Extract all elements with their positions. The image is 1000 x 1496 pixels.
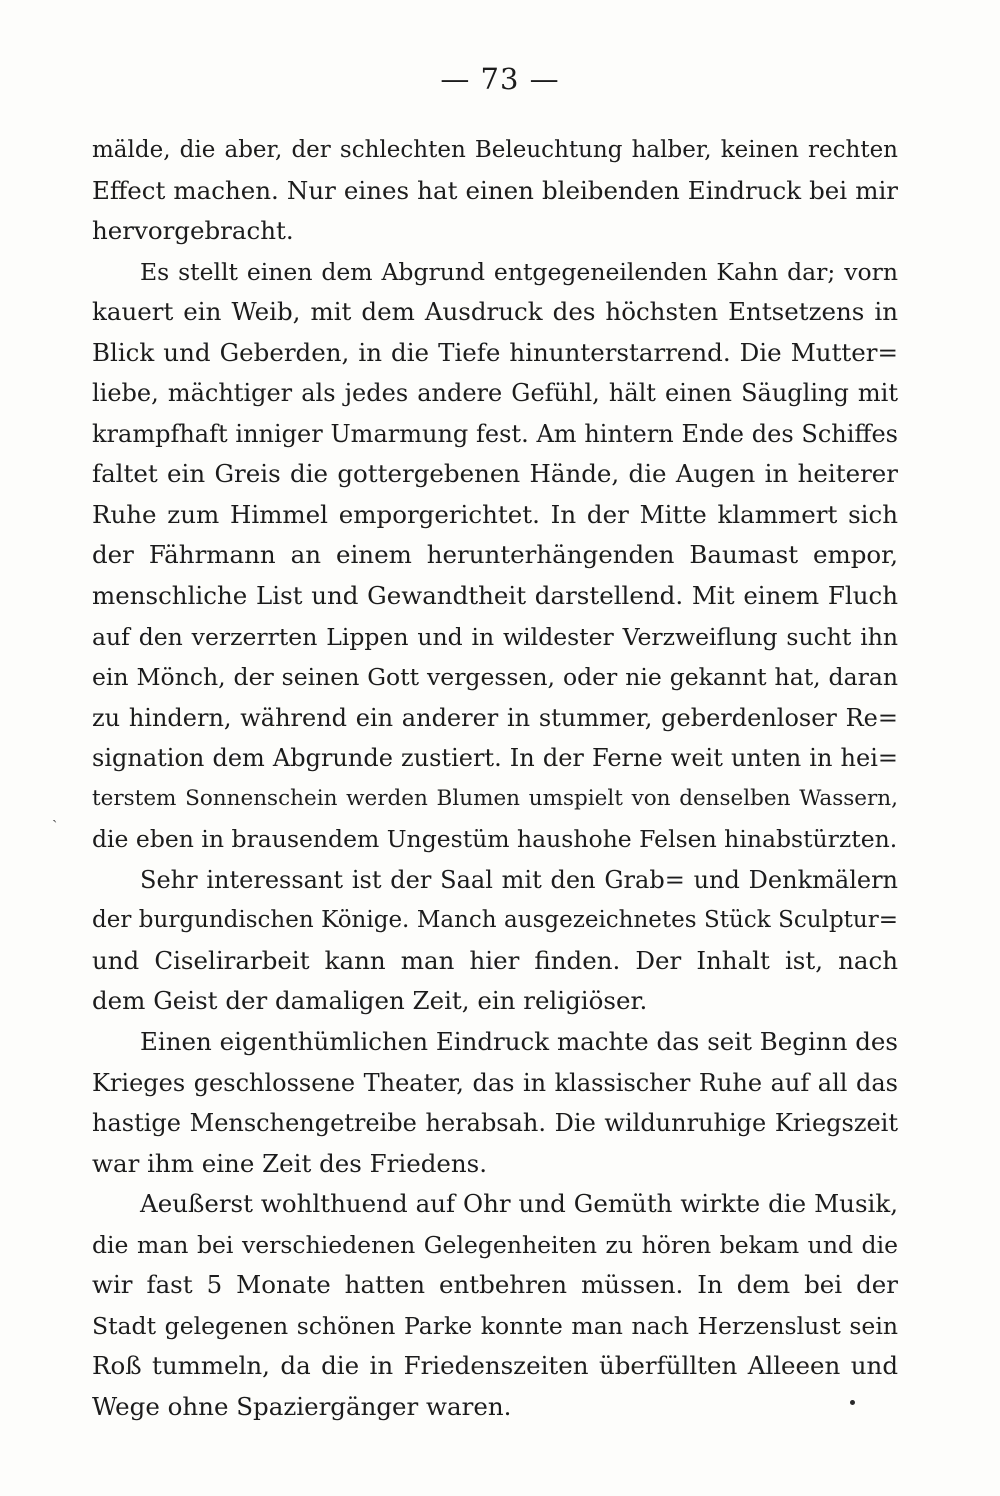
text-line: hervorgebracht.	[92, 216, 294, 246]
text-line: krampfhaft inniger Umarmung fest. Am hintern Ende des Schiffes	[92, 419, 898, 448]
text-line: die eben in brausendem Ungestüm haushohe Felsen hinabstürzten.	[92, 825, 898, 854]
page-number: — 73 —	[440, 62, 560, 96]
text-line: terstem Sonnenschein werden Blumen umspielt von denselben Wassern,	[92, 785, 898, 811]
text-line: zu hindern, während ein anderer in stummer, geberdenloser Re=	[92, 703, 898, 732]
text-line: ein Mönch, der seinen Gott vergessen, oder nie gekannt hat, daran	[92, 663, 898, 692]
text-line: dem Geist der damaligen Zeit, ein religiöser.	[92, 986, 648, 1016]
text-line: Stadt gelegenen schönen Parke konnte man nach Herzenslust sein	[92, 1311, 898, 1340]
margin-mark: ˎ	[52, 804, 58, 823]
text-line: hastige Menschengetreibe herabsah. Die wildunruhige Kriegszeit	[92, 1109, 898, 1138]
text-line: faltet ein Greis die gottergebenen Hände, die Augen in heiterer	[92, 459, 898, 489]
text-line: war ihm eine Zeit des Friedens.	[92, 1148, 488, 1178]
text-line: Aeußerst wohlthuend auf Ohr und Gemüth wirkte die Musik,	[140, 1189, 898, 1219]
text-line: Roß tummeln, da die in Friedenszeiten überfüllten Alleeen und	[92, 1351, 898, 1381]
text-line: die man bei verschiedenen Gelegenheiten zu hören bekam und die	[92, 1230, 898, 1259]
text-line: Sehr interessant ist der Saal mit den Grab= und Denkmälern	[140, 865, 898, 894]
text-line: Effect machen. Nur eines hat einen bleibenden Eindruck bei mir	[92, 175, 898, 205]
text-line: und Ciselirarbeit kann man hier finden. Der Inhalt ist, nach	[92, 945, 898, 975]
text-line: menschliche List und Gewandtheit darstellend. Mit einem Fluch	[92, 581, 898, 611]
text-line: Es stellt einen dem Abgrund entgegeneilenden Kahn dar; vorn	[140, 257, 898, 286]
text-line: wir fast 5 Monate hatten entbehren müssen. In dem bei der	[92, 1270, 898, 1300]
text-line: mälde, die aber, der schlechten Beleuchtung halber, keinen rechten	[92, 137, 898, 163]
ink-dot	[850, 1400, 855, 1405]
text-line: kauert ein Weib, mit dem Ausdruck des höchsten Entsetzens in	[92, 297, 898, 327]
text-line: der burgundischen Könige. Manch ausgezeichnetes Stück Sculptur=	[92, 907, 898, 934]
body-text	[92, 130, 898, 1428]
text-line: Blick und Geberden, in die Tiefe hinunterstarrend. Die Mutter=	[92, 337, 898, 367]
text-line: Ruhe zum Himmel emporgerichtet. In der Mitte klammert sich	[92, 499, 898, 529]
text-line: Krieges geschlossene Theater, das in klassischer Ruhe auf all das	[92, 1068, 898, 1097]
text-line: der Fährmann an einem herunterhängenden Baumast empor,	[92, 540, 898, 570]
text-line: auf den verzerrten Lippen und in wildester Verzweiflung sucht ihn	[92, 622, 898, 651]
text-line: Wege ohne Spaziergänger waren.	[92, 1391, 512, 1421]
text-line: signation dem Abgrunde zustiert. In der Ferne weit unten in hei=	[92, 744, 898, 773]
text-line: liebe, mächtiger als jedes andere Gefühl, hält einen Säugling mit	[92, 379, 898, 408]
text-line: Einen eigenthümlichen Eindruck machte das seit Beginn des	[140, 1027, 898, 1057]
